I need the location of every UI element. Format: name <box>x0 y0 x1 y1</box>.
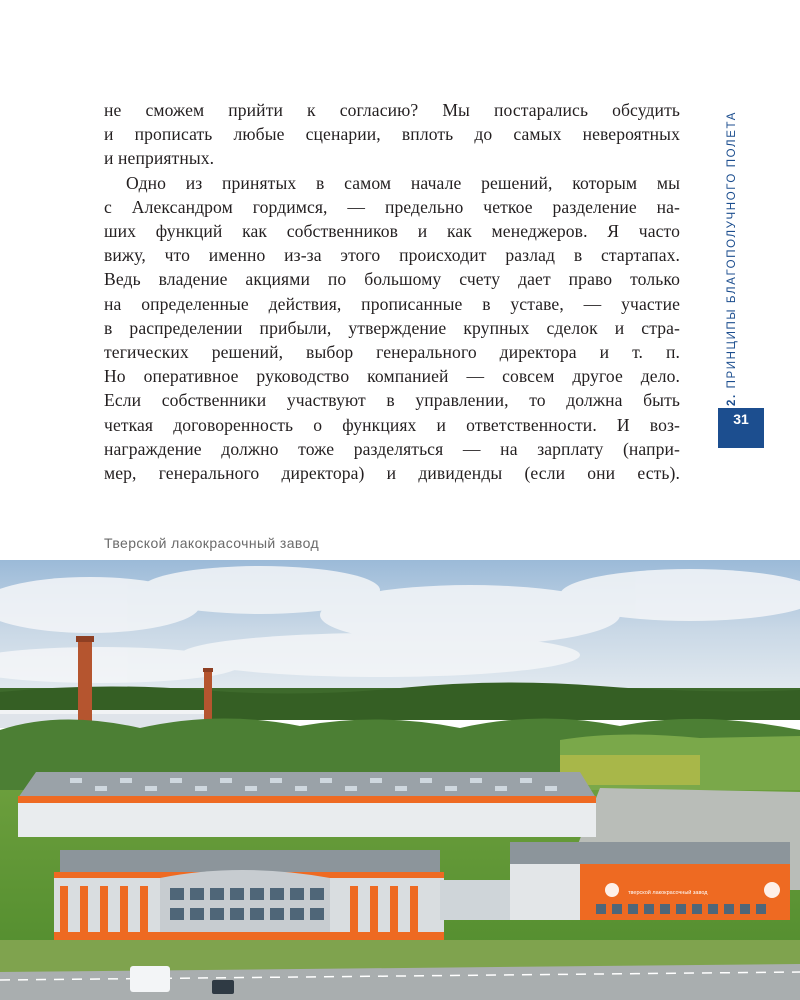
text-line: на определенные действия, прописанные в уставе, — участие <box>104 293 680 314</box>
text-line: Если собственники участвуют в управлении, то должна быть <box>104 390 680 411</box>
text-line: и прописать любые сценарии, вплоть до самых невероятных <box>104 124 680 145</box>
body-text <box>104 98 680 485</box>
text-line: мер, генерального директора) и дивиденды (если они есть). <box>104 463 680 484</box>
text-line: не сможем прийти к согласию? Мы постарались обсудить <box>104 100 680 120</box>
facade-sign: тверской лакокрасочный завод <box>628 890 708 896</box>
text-line-indented: Одно из принятых в самом начале решений, которым мы <box>126 172 680 193</box>
text-line: и неприятных. <box>104 148 215 169</box>
main-warehouse <box>18 772 596 837</box>
text-line: с Александром гордимся, — предельно четкое разделение на- <box>104 196 680 217</box>
photo-caption: Тверской лакокрасочный завод <box>104 535 320 551</box>
van <box>130 966 170 992</box>
chapter-side-label <box>726 111 738 406</box>
car <box>212 980 234 994</box>
page-number: 31 <box>718 408 764 448</box>
chapter-title: ПРИНЦИПЫ БЛАГОПОЛУЧНОГО ПОЛЕТА <box>726 111 738 389</box>
text-line: Ведь владение акциями по большому счету дает право только <box>104 269 680 290</box>
text-line: четкая договоренность о функциях и ответственности. И воз- <box>104 414 680 435</box>
chapter-number: 2. <box>726 393 738 406</box>
text-line: награждение должно тоже разделяться — на зарплату (напри- <box>104 438 680 459</box>
text-line: Но оперативное руководство компанией — совсем другое дело. <box>104 366 680 387</box>
factory-aerial-photo <box>0 560 800 1000</box>
text-line: вижу, что именно из-за этого происходит разлад в стартапах. <box>104 245 680 266</box>
text-line: в распределении прибыли, утверждение крупных сделок и стра- <box>104 317 680 338</box>
office-building <box>54 850 444 940</box>
text-line: ших функций как собственников и как менеджеров. Я часто <box>104 221 680 242</box>
text-line: тегических решений, выбор генерального директора и т. п. <box>104 342 680 363</box>
chapter-side-header <box>722 96 766 406</box>
